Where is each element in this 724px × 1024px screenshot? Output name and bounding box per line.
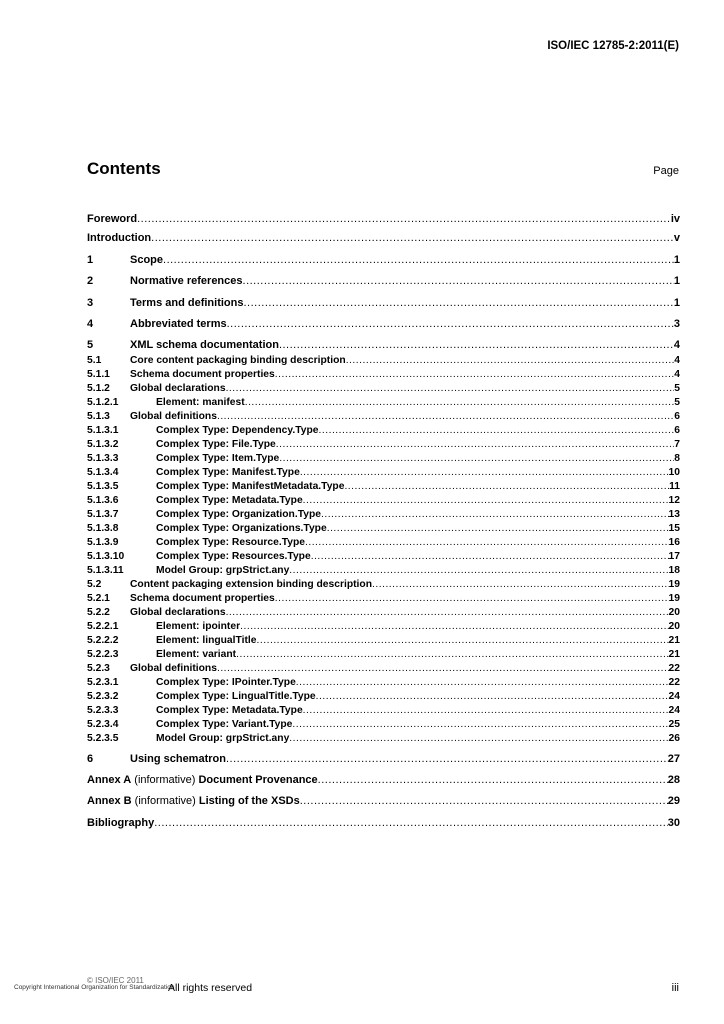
toc-entry-title: Element: ipointer xyxy=(156,621,241,632)
toc-entry-title: Schema document properties xyxy=(130,369,275,380)
toc-entry[interactable] xyxy=(87,367,680,381)
contents-title: Contents xyxy=(87,159,161,178)
toc-entry-title: Complex Type: Resource.Type xyxy=(156,537,305,548)
toc-entry-title: Complex Type: Manifest.Type xyxy=(156,467,300,478)
toc-entry[interactable] xyxy=(87,605,680,619)
toc-entry-number: 5.1.1 xyxy=(87,369,110,380)
toc-entry[interactable] xyxy=(87,794,680,808)
toc-entry[interactable] xyxy=(87,409,680,423)
toc-entry-number: 5.1.3 xyxy=(87,411,110,422)
page-number: iii xyxy=(671,982,679,994)
toc-entry-title: Complex Type: Dependency.Type xyxy=(156,425,319,436)
toc-entry-page: 1 xyxy=(673,297,680,309)
toc-entry-page: 6 xyxy=(674,411,680,422)
toc-leader-dots xyxy=(226,382,675,395)
toc-entry-title: Foreword xyxy=(87,213,138,225)
toc-entry-number: 5.2.3.2 xyxy=(87,691,119,702)
toc-leader-dots xyxy=(151,232,674,245)
toc-entry-title: Model Group: grpStrict.any xyxy=(156,733,290,744)
toc-entry-title: Core content packaging binding description xyxy=(130,355,346,366)
toc-entry-number: 5.2.2.2 xyxy=(87,635,119,646)
toc-entry-annex-type: (informative) xyxy=(131,795,199,807)
toc-entry-page: 27 xyxy=(667,753,680,765)
toc-entry-number: 5.1.3.8 xyxy=(87,523,119,534)
toc-entry-number: 5.1.3.9 xyxy=(87,537,119,548)
toc-entry-title: Complex Type: ManifestMetadata.Type xyxy=(156,481,345,492)
toc-leader-dots xyxy=(289,564,668,577)
toc-entry-title: Complex Type: Resources.Type xyxy=(156,551,311,562)
toc-leader-dots xyxy=(245,396,675,409)
toc-entry-page: 16 xyxy=(668,537,680,548)
page-column-label: Page xyxy=(653,165,679,177)
toc-leader-dots xyxy=(217,410,674,423)
toc-entry-title: Complex Type: Organizations.Type xyxy=(156,523,327,534)
copyright-notice: Copyright International Organization for Standardization xyxy=(14,984,175,991)
toc-entry[interactable] xyxy=(87,816,680,830)
toc-leader-dots xyxy=(243,275,674,288)
toc-entry-page: 22 xyxy=(668,677,680,688)
toc-entry[interactable] xyxy=(87,549,680,563)
toc-leader-dots xyxy=(321,508,669,521)
toc-entry-title: Complex Type: Item.Type xyxy=(156,453,280,464)
toc-entry-number: 5.1.3.5 xyxy=(87,481,119,492)
toc-entry-number: 5.1.3.6 xyxy=(87,495,119,506)
toc-entry-number: 5.1.3.4 xyxy=(87,467,119,478)
toc-entry-page: 25 xyxy=(668,719,680,730)
toc-entry-title: Global declarations xyxy=(130,383,226,394)
toc-leader-dots xyxy=(327,522,669,535)
toc-entry-number: 5.1.3.10 xyxy=(87,551,125,562)
toc-leader-dots xyxy=(275,592,669,605)
toc-entry[interactable] xyxy=(87,212,680,226)
toc-entry[interactable] xyxy=(87,563,680,577)
toc-entry-title: Complex Type: Metadata.Type xyxy=(156,705,303,716)
toc-entry[interactable] xyxy=(87,507,680,521)
toc-entry-page: 12 xyxy=(668,495,680,506)
toc-entry-page: 24 xyxy=(668,705,680,716)
toc-leader-dots xyxy=(163,254,674,267)
toc-entry-number: 5.1.2.1 xyxy=(87,397,119,408)
toc-leader-dots xyxy=(243,297,673,310)
toc-entry-page: 15 xyxy=(668,523,680,534)
toc-entry-page: 4 xyxy=(673,339,680,351)
toc-entry-number: 5.2 xyxy=(87,579,102,590)
toc-entry-title: Abbreviated terms xyxy=(130,318,227,330)
toc-leader-dots xyxy=(236,648,668,661)
toc-entry-page: 20 xyxy=(668,621,680,632)
toc-leader-dots xyxy=(226,606,669,619)
toc-entry-page: 8 xyxy=(674,453,680,464)
toc-entry-title: Scope xyxy=(130,254,164,266)
toc-entry[interactable] xyxy=(87,451,680,465)
toc-entry[interactable] xyxy=(87,689,680,703)
toc-entry-title: Normative references xyxy=(130,275,243,287)
toc-entry-page: 18 xyxy=(668,565,680,576)
toc-entry[interactable] xyxy=(87,296,680,310)
toc-leader-dots xyxy=(276,438,674,451)
rights-reserved: All rights reserved xyxy=(168,982,253,994)
toc-entry-number: 5.2.3.3 xyxy=(87,705,119,716)
toc-entry-page: 11 xyxy=(669,481,680,492)
toc-leader-dots xyxy=(346,354,675,367)
toc-entry[interactable] xyxy=(87,423,680,437)
toc-entry-title: Content packaging extension binding description xyxy=(130,579,372,590)
toc-leader-dots xyxy=(372,578,669,591)
toc-entry-page: v xyxy=(673,232,680,244)
toc-entry-page: 17 xyxy=(668,551,680,562)
toc-entry-title: Element: variant xyxy=(156,649,237,660)
toc-entry-title: Model Group: grpStrict.any xyxy=(156,565,290,576)
toc-entry-page: 4 xyxy=(674,355,680,366)
toc-leader-dots xyxy=(257,634,669,647)
toc-entry-title: Complex Type: Metadata.Type xyxy=(156,495,303,506)
iso-copyright-mark: © ISO/IEC 2011 xyxy=(87,976,144,985)
toc-entry[interactable] xyxy=(87,717,680,731)
toc-entry[interactable] xyxy=(87,395,680,409)
toc-entry-title: Element: manifest xyxy=(156,397,245,408)
toc-leader-dots xyxy=(217,662,669,675)
toc-entry-title: Introduction xyxy=(87,232,152,244)
toc-entry-page: iv xyxy=(670,213,680,225)
toc-entry-number: 5.1.3.2 xyxy=(87,439,119,450)
toc-entry-page: 3 xyxy=(673,318,680,330)
toc-entry-number: Annex A xyxy=(87,774,132,786)
toc-entry-number: 5.2.1 xyxy=(87,593,110,604)
toc-entry[interactable] xyxy=(87,703,680,717)
toc-entry-number: 5.2.3.4 xyxy=(87,719,119,730)
toc-entry-title: Complex Type: File.Type xyxy=(156,439,276,450)
toc-leader-dots xyxy=(311,550,669,563)
toc-entry[interactable] xyxy=(87,381,680,395)
toc-entry[interactable] xyxy=(87,231,680,245)
toc-entry-title: Complex Type: Variant.Type xyxy=(156,719,293,730)
toc-entry-page: 5 xyxy=(674,383,680,394)
toc-entry-page: 28 xyxy=(667,774,680,786)
toc-entry[interactable] xyxy=(87,338,680,352)
toc-entry-title: Global declarations xyxy=(130,607,226,618)
toc-entry-page: 10 xyxy=(668,467,680,478)
toc-leader-dots xyxy=(296,676,669,689)
toc-leader-dots xyxy=(292,718,668,731)
toc-leader-dots xyxy=(303,494,669,507)
toc-entry-page: 1 xyxy=(673,254,680,266)
toc-entry[interactable] xyxy=(87,535,680,549)
toc-entry-title: Listing of the XSDs xyxy=(198,795,300,807)
toc-leader-dots xyxy=(240,620,668,633)
toc-entry-number: 6 xyxy=(87,753,94,765)
toc-entry[interactable] xyxy=(87,465,680,479)
toc-entry-page: 6 xyxy=(674,425,680,436)
toc-entry-page: 26 xyxy=(668,733,680,744)
toc-entry[interactable] xyxy=(87,577,680,591)
toc-leader-dots xyxy=(316,690,669,703)
toc-leader-dots xyxy=(154,817,668,830)
toc-entry[interactable] xyxy=(87,317,680,331)
toc-entry-page: 13 xyxy=(668,509,680,520)
toc-entry[interactable] xyxy=(87,752,680,766)
toc-leader-dots xyxy=(289,732,668,745)
document-id-header: ISO/IEC 12785-2:2011(E) xyxy=(547,40,679,52)
toc-leader-dots xyxy=(300,466,669,479)
toc-leader-dots xyxy=(275,368,675,381)
toc-entry[interactable] xyxy=(87,619,680,633)
toc-entry-number: Annex B xyxy=(87,795,132,807)
toc-entry-page: 5 xyxy=(674,397,680,408)
toc-leader-dots xyxy=(279,339,674,352)
toc-leader-dots xyxy=(303,704,669,717)
toc-leader-dots xyxy=(137,213,671,226)
toc-leader-dots xyxy=(279,452,674,465)
toc-entry-number: 5.1.3.1 xyxy=(87,425,119,436)
toc-entry[interactable] xyxy=(87,253,680,267)
toc-entry-number: 5.2.2 xyxy=(87,607,110,618)
toc-entry[interactable] xyxy=(87,773,680,787)
toc-leader-dots xyxy=(305,536,669,549)
toc-entry-page: 7 xyxy=(674,439,680,450)
toc-entry-page: 22 xyxy=(668,663,680,674)
toc-entry-number: 5.2.2.1 xyxy=(87,621,119,632)
toc-leader-dots xyxy=(227,318,674,331)
toc-entry-number: 5.1.3.3 xyxy=(87,453,119,464)
toc-entry[interactable] xyxy=(87,661,680,675)
toc-entry-page: 20 xyxy=(668,607,680,618)
toc-entry[interactable] xyxy=(87,633,680,647)
toc-entry-number: 5.2.3 xyxy=(87,663,110,674)
toc-entry-number: 5.2.3.5 xyxy=(87,733,119,744)
toc-leader-dots xyxy=(319,424,675,437)
toc-entry[interactable] xyxy=(87,274,680,288)
toc-entry-number: 5.1.2 xyxy=(87,383,110,394)
toc-entry-number: 5.2.3.1 xyxy=(87,677,119,688)
toc-entry-number: 5.2.2.3 xyxy=(87,649,119,660)
toc-leader-dots xyxy=(300,795,668,808)
toc-entry-page: 30 xyxy=(667,817,680,829)
toc-entry[interactable] xyxy=(87,479,680,493)
toc-entry[interactable] xyxy=(87,437,680,451)
toc-entry[interactable] xyxy=(87,591,680,605)
toc-entry-number: 5.1.3.11 xyxy=(87,565,124,576)
toc-entry-number: 1 xyxy=(87,254,94,266)
toc-entry-number: 5 xyxy=(87,339,94,351)
toc-entry-page: 19 xyxy=(668,579,680,590)
toc-entry-page: 4 xyxy=(674,369,680,380)
toc-entry-title: Complex Type: LingualTitle.Type xyxy=(156,691,316,702)
toc-entry-page: 19 xyxy=(668,593,680,604)
toc-entry-page: 21 xyxy=(668,635,680,646)
toc-entry-title: Complex Type: IPointer.Type xyxy=(156,677,296,688)
toc-leader-dots xyxy=(344,480,669,493)
toc-entry-title: Global definitions xyxy=(130,411,217,422)
toc-entry-page: 21 xyxy=(668,649,680,660)
toc-entry-title: XML schema documentation xyxy=(130,339,279,351)
toc-entry-title: Terms and definitions xyxy=(130,297,244,309)
toc-leader-dots xyxy=(318,774,668,787)
toc-entry[interactable] xyxy=(87,675,680,689)
toc-entry-title: Bibliography xyxy=(87,817,155,829)
toc-entry-page: 24 xyxy=(668,691,680,702)
toc-entry-title: Global definitions xyxy=(130,663,217,674)
toc-entry-title: Document Provenance xyxy=(198,774,318,786)
toc-entry[interactable] xyxy=(87,731,680,745)
toc-entry[interactable] xyxy=(87,493,680,507)
toc-entry[interactable] xyxy=(87,521,680,535)
toc-entry-page: 1 xyxy=(673,275,680,287)
toc-entry-title: Complex Type: Organization.Type xyxy=(156,509,321,520)
toc-entry[interactable] xyxy=(87,647,680,661)
toc-entry[interactable] xyxy=(87,353,680,367)
toc-leader-dots xyxy=(226,753,668,766)
toc-entry-title: Using schematron xyxy=(130,753,226,765)
toc-entry-number: 5.1.3.7 xyxy=(87,509,119,520)
toc-entry-page: 29 xyxy=(667,795,680,807)
toc-entry-number: 2 xyxy=(87,275,94,287)
toc-entry-number: 5.1 xyxy=(87,355,102,366)
toc-entry-number: 3 xyxy=(87,297,94,309)
toc-entry-title: Element: lingualTitle xyxy=(156,635,257,646)
toc-entry-annex-type: (informative) xyxy=(131,774,199,786)
toc-entry-number: 4 xyxy=(87,318,94,330)
toc-entry-title: Schema document properties xyxy=(130,593,275,604)
